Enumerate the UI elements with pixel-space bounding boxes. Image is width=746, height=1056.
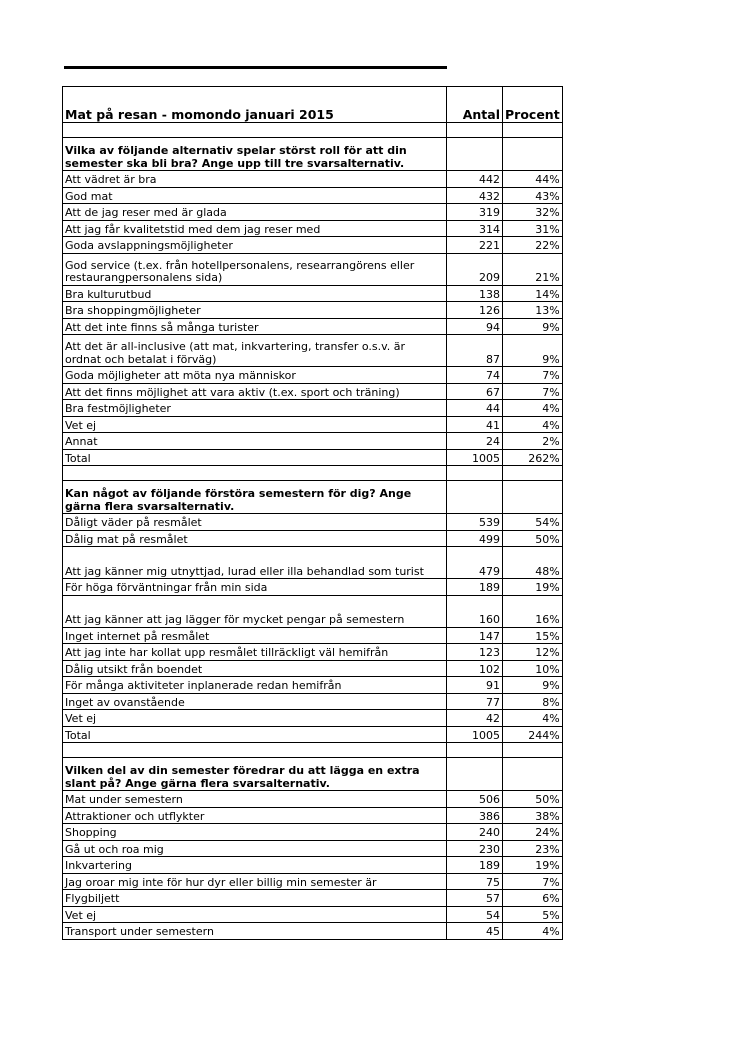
answer-label: Inget internet på resmålet [63,627,447,644]
answer-label: Att jag får kvalitetstid med dem jag reser med [63,220,447,237]
answer-percent: 44% [503,171,563,188]
table-row [63,433,563,450]
answer-count: 42 [447,710,503,727]
table-row [63,530,563,547]
table-row [63,547,563,579]
empty-cell [503,466,563,481]
table-row [63,367,563,384]
answer-count: 240 [447,824,503,841]
answer-percent: 50% [503,530,563,547]
answer-count: 499 [447,530,503,547]
column-header-count: Antal [447,87,503,123]
answer-percent: 262% [503,449,563,466]
answer-percent: 4% [503,923,563,940]
answer-label: Dålig utsikt från boendet [63,660,447,677]
answer-percent: 16% [503,595,563,627]
table-row [63,890,563,907]
answer-percent: 15% [503,627,563,644]
table-row [63,302,563,319]
answer-count: 479 [447,547,503,579]
answer-count: 77 [447,693,503,710]
answer-label: Att jag känner att jag lägger för mycket pengar på semestern [63,595,447,627]
table-row [63,923,563,940]
question-header-row [63,758,563,791]
answer-count: 1005 [447,449,503,466]
answer-label: Goda avslappningsmöjligheter [63,237,447,254]
table-row [63,171,563,188]
answer-count: 319 [447,204,503,221]
answer-percent: 23% [503,840,563,857]
answer-count: 87 [447,335,503,367]
answer-label: Att jag känner mig utnyttjad, lurad eller illa behandlad som turist [63,547,447,579]
answer-percent: 244% [503,726,563,743]
answer-percent: 21% [503,253,563,285]
answer-percent: 38% [503,807,563,824]
answer-percent: 8% [503,693,563,710]
answer-count: 102 [447,660,503,677]
empty-cell [447,481,503,514]
answer-label: För många aktiviteter inplanerade redan hemifrån [63,677,447,694]
table-row [63,906,563,923]
answer-count: 442 [447,171,503,188]
answer-percent: 32% [503,204,563,221]
empty-cell [447,743,503,758]
answer-count: 147 [447,627,503,644]
table-row [63,285,563,302]
answer-count: 123 [447,644,503,661]
question-header-row [63,138,563,171]
answer-label: Vet ej [63,710,447,727]
answer-percent: 7% [503,367,563,384]
answer-label: Dåligt väder på resmålet [63,514,447,531]
answer-label: Bra kulturutbud [63,285,447,302]
answer-count: 54 [447,906,503,923]
table-row [63,335,563,367]
empty-cell [63,123,447,138]
answer-label: Total [63,449,447,466]
table-title: Mat på resan - momondo januari 2015 [63,87,447,123]
answer-percent: 6% [503,890,563,907]
answer-label: Att jag inte har kollat upp resmålet tillräckligt väl hemifrån [63,644,447,661]
table-row [63,873,563,890]
answer-percent: 19% [503,857,563,874]
answer-percent: 9% [503,318,563,335]
answer-label: Jag oroar mig inte för hur dyr eller billig min semester är [63,873,447,890]
answer-count: 138 [447,285,503,302]
empty-cell [503,743,563,758]
survey-table-body [63,87,563,940]
answer-count: 432 [447,187,503,204]
table-row [63,726,563,743]
answer-count: 126 [447,302,503,319]
table-row [63,677,563,694]
answer-percent: 14% [503,285,563,302]
spacer-row [63,743,563,758]
answer-percent: 31% [503,220,563,237]
table-row [63,318,563,335]
answer-label: God mat [63,187,447,204]
empty-cell [503,123,563,138]
empty-cell [503,138,563,171]
answer-count: 94 [447,318,503,335]
answer-label: Att vädret är bra [63,171,447,188]
answer-percent: 10% [503,660,563,677]
answer-label: Total [63,726,447,743]
answer-label: Att de jag reser med är glada [63,204,447,221]
answer-label: Att det inte finns så många turister [63,318,447,335]
table-row [63,660,563,677]
answer-label: Bra festmöjligheter [63,400,447,417]
answer-percent: 4% [503,400,563,417]
table-row [63,579,563,596]
answer-count: 57 [447,890,503,907]
answer-percent: 48% [503,547,563,579]
answer-percent: 2% [503,433,563,450]
empty-cell [503,481,563,514]
empty-cell [503,758,563,791]
answer-count: 386 [447,807,503,824]
answer-label: Flygbiljett [63,890,447,907]
answer-count: 91 [447,677,503,694]
answer-label: Shopping [63,824,447,841]
answer-label: Annat [63,433,447,450]
answer-label: Goda möjligheter att möta nya människor [63,367,447,384]
answer-count: 209 [447,253,503,285]
answer-label: Attraktioner och utflykter [63,807,447,824]
spacer-row [63,466,563,481]
answer-label: Att det finns möjlighet att vara aktiv (t.ex. sport och träning) [63,383,447,400]
answer-label: Bra shoppingmöjligheter [63,302,447,319]
question-text: Vilka av följande alternativ spelar störst roll för att din semester ska bli bra? Ange upp till tre svarsalternativ. [63,138,447,171]
answer-count: 189 [447,579,503,596]
table-row [63,187,563,204]
top-rule [64,66,447,69]
column-header-percent: Procent [503,87,563,123]
table-row [63,204,563,221]
answer-count: 75 [447,873,503,890]
table-row [63,383,563,400]
table-row [63,400,563,417]
answer-percent: 12% [503,644,563,661]
answer-label: God service (t.ex. från hotellpersonalens, researrangörens eller restaurangpersonalens sida) [63,253,447,285]
empty-cell [63,466,447,481]
spacer-row [63,123,563,138]
table-row [63,449,563,466]
answer-percent: 19% [503,579,563,596]
empty-cell [447,758,503,791]
answer-count: 160 [447,595,503,627]
table-row [63,791,563,808]
table-row [63,514,563,531]
table-row [63,253,563,285]
table-row [63,595,563,627]
answer-percent: 9% [503,335,563,367]
empty-cell [63,743,447,758]
answer-label: Att det är all-inclusive (att mat, inkvartering, transfer o.s.v. är ordnat och betalat i förväg) [63,335,447,367]
answer-label: Transport under semestern [63,923,447,940]
answer-label: Vet ej [63,906,447,923]
answer-percent: 24% [503,824,563,841]
answer-count: 314 [447,220,503,237]
table-row [63,644,563,661]
table-row [63,807,563,824]
table-row [63,824,563,841]
answer-percent: 4% [503,416,563,433]
question-header-row [63,481,563,514]
answer-count: 506 [447,791,503,808]
answer-count: 189 [447,857,503,874]
answer-count: 539 [447,514,503,531]
answer-count: 67 [447,383,503,400]
answer-label: Dålig mat på resmålet [63,530,447,547]
answer-count: 230 [447,840,503,857]
answer-percent: 9% [503,677,563,694]
table-row [63,627,563,644]
empty-cell [447,123,503,138]
empty-cell [447,138,503,171]
answer-percent: 22% [503,237,563,254]
answer-label: Vet ej [63,416,447,433]
answer-percent: 7% [503,383,563,400]
table-row [63,710,563,727]
table-row [63,857,563,874]
table-header-row [63,87,563,123]
answer-percent: 54% [503,514,563,531]
answer-label: Mat under semestern [63,791,447,808]
answer-label: Inkvartering [63,857,447,874]
answer-label: För höga förväntningar från min sida [63,579,447,596]
answer-count: 45 [447,923,503,940]
answer-label: Gå ut och roa mig [63,840,447,857]
answer-percent: 13% [503,302,563,319]
table-row [63,416,563,433]
table-row [63,840,563,857]
answer-count: 44 [447,400,503,417]
answer-count: 41 [447,416,503,433]
answer-count: 221 [447,237,503,254]
answer-count: 24 [447,433,503,450]
answer-count: 1005 [447,726,503,743]
answer-percent: 4% [503,710,563,727]
answer-percent: 43% [503,187,563,204]
empty-cell [447,466,503,481]
survey-table [62,86,563,940]
table-row [63,693,563,710]
answer-label: Inget av ovanstående [63,693,447,710]
answer-percent: 50% [503,791,563,808]
answer-count: 74 [447,367,503,384]
answer-percent: 5% [503,906,563,923]
question-text: Kan något av följande förstöra semestern för dig? Ange gärna flera svarsalternativ. [63,481,447,514]
question-text: Vilken del av din semester föredrar du att lägga en extra slant på? Ange gärna flera svarsalternativ. [63,758,447,791]
table-row [63,237,563,254]
table-row [63,220,563,237]
answer-percent: 7% [503,873,563,890]
